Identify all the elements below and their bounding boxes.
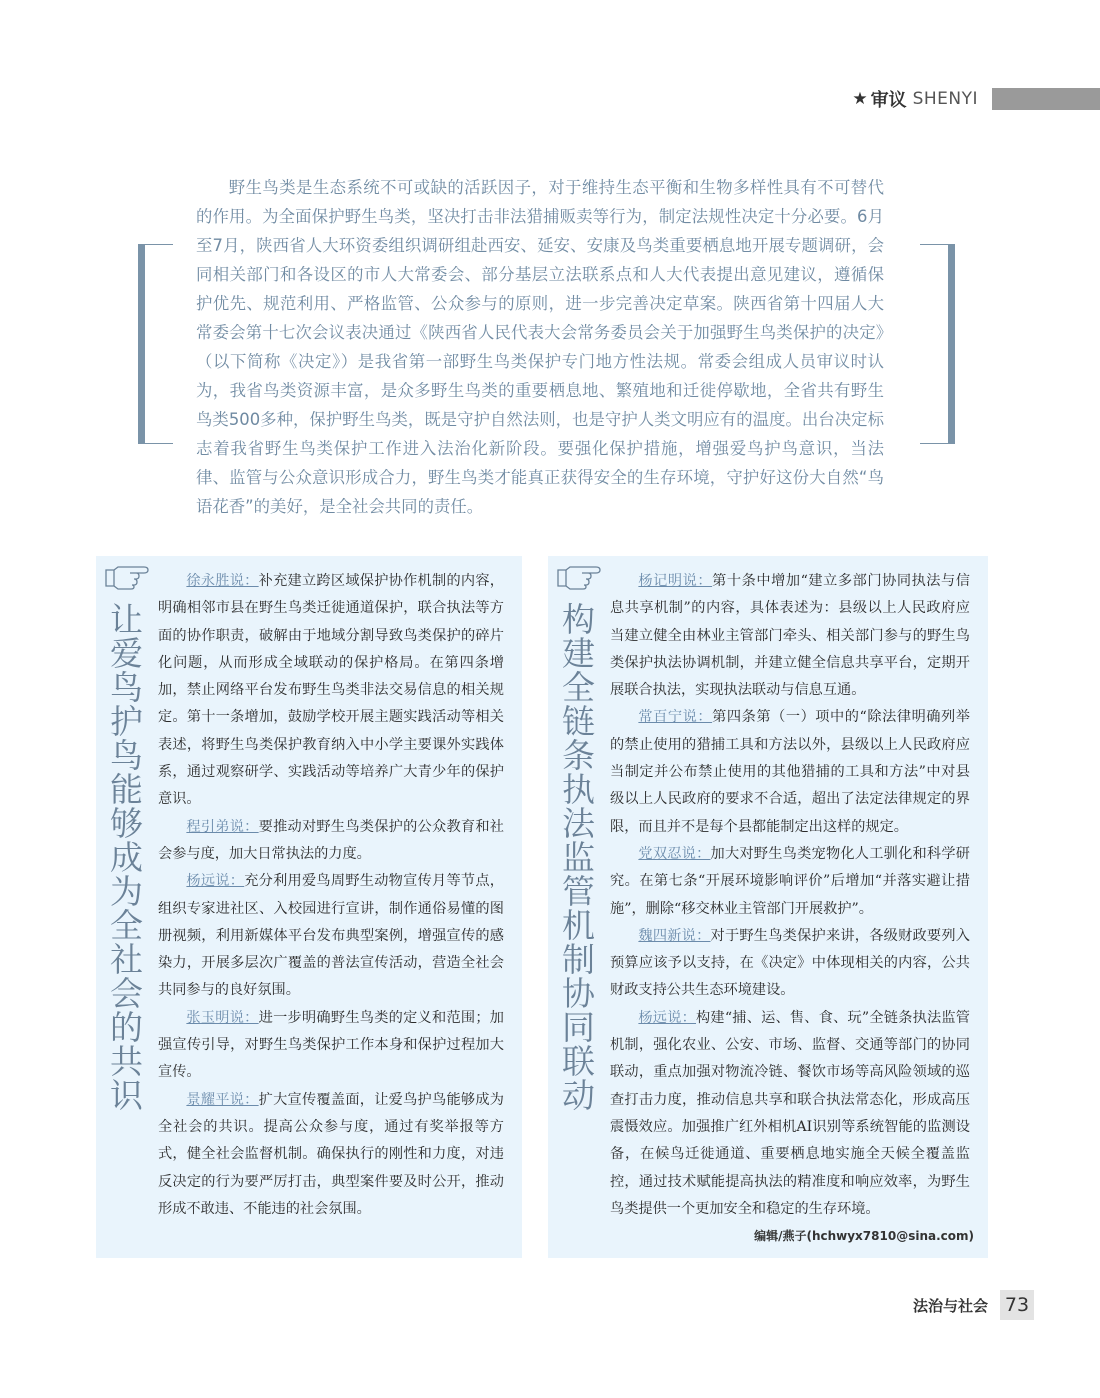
comment-text: 扩大宣传覆盖面，让爱鸟护鸟能够成为全社会的共识。提高公众参与度，通过有奖举报等方式，健全社会监督机制。确保执行的刚性和力度，对违反决定的行为要严厉打击，典型案件要及时公开，推动形成不敢违、不能违的社会氛围。	[158, 1091, 504, 1217]
comment-paragraph	[158, 1087, 504, 1223]
pointing-hand-icon	[556, 564, 602, 590]
comment-text: 充分利用爱鸟周野生动物宣传月等节点，组织专家进社区、入校园进行宣讲，制作通俗易懂的图册视频，利用新媒体平台发布典型案例，增强宣传的感染力，开展多层次广覆盖的普法宣传活动，营造全社会共同参与的良好氛围。	[158, 873, 504, 999]
magazine-name: 法治与社会	[912, 1296, 988, 1315]
speaker-name: 杨远说：	[638, 1009, 697, 1026]
speaker-name: 张玉明说：	[186, 1009, 259, 1026]
left-column-panel	[96, 556, 522, 1258]
right-column-title: 构建全链条执法监管机制协同联动	[557, 602, 596, 1112]
section-header	[852, 88, 1100, 110]
comment-paragraph	[158, 568, 504, 814]
speaker-name: 景耀平说：	[186, 1091, 259, 1108]
comment-text: 要推动对野生鸟类保护的公众教育和社会参与度，加大日常执法的力度。	[158, 818, 504, 862]
right-bracket-decoration	[940, 244, 955, 444]
comment-text: 加大对野生鸟类宠物化人工驯化和科学研究。在第七条“开展环境影响评价”后增加“并落实避让措施”，删除“移交林业主管部门开展救护”。	[610, 845, 970, 917]
comment-text: 对于野生鸟类保护来讲，各级财政要列入预算应该予以支持，在《决定》中体现相关的内容，公共财政支持公共生态环境建设。	[610, 927, 970, 999]
star-icon: ★	[852, 89, 868, 109]
speaker-name: 杨记明说：	[638, 573, 713, 589]
speaker-name: 常百宁说：	[638, 709, 713, 726]
intro-paragraph: 野生鸟类是生态系统不可或缺的活跃因子，对于维持生态平衡和生物多样性具有不可替代的作用。为全面保护野生鸟类，坚决打击非法猎捕贩卖等行为，制定法规性决定十分必要。6月至7月，陕西省人大环资委组织调研组赴西安、延安、安康及鸟类重要栖息地开展专题调研，会同相关部门和各设区的市人大常委会、部分基层立法联系点和人大代表提出意见建议，遵循保护优先、规范利用、严格监管、公众参与的原则，进一步完善决定草案。陕西省第十四届人大常委会第十七次会议表决通过《陕西省人民代表大会常务委员会关于加强野生鸟类保护的决定》（以下简称《决定》）是我省第一部野生鸟类保护专门地方性法规。常委会组成人员审议时认为，我省鸟类资源丰富，是众多野生鸟类的重要栖息地、繁殖地和迁徙停歇地，全省共有野生鸟类500多种，保护野生鸟类，既是守护自然法则，也是守护人类文明应有的温度。出台决定标志着我省野生鸟类保护工作进入法治化新阶段。要强化保护措施，增强爱鸟护鸟意识，当法律、监管与公众意识形成合力，野生鸟类才能真正获得安全的生存环境，守护好这份大自然“鸟语花香”的美好，是全社会共同的责任。	[196, 178, 884, 516]
left-column-title: 让爱鸟护鸟能够成为全社会的共识	[105, 602, 144, 1112]
left-bracket-decoration	[138, 244, 153, 444]
comment-paragraph	[610, 923, 970, 1005]
speaker-name: 魏四新说：	[638, 927, 711, 944]
header-bar	[992, 88, 1100, 110]
comment-paragraph	[158, 1005, 504, 1087]
speaker-name: 杨远说：	[186, 873, 245, 890]
section-title-zh: 审议	[870, 90, 907, 111]
comment-paragraph	[610, 1005, 974, 1244]
editor-credit: 编辑/燕子(hchwyx7810@sina.com)	[754, 1229, 974, 1244]
comment-text: 补充建立跨区域保护协作机制的内容，明确相邻市县在野生鸟类迁徙通道保护，联合执法等方面的协作职责，破解由于地域分割导致鸟类保护的碎片化问题，从而形成全域联动的保护格局。在第四条增加，禁止网络平台发布野生鸟类非法交易信息的相关规定。第十一条增加，鼓励学校开展主题实践活动等相关表述，将野生鸟类保护教育纳入中小学主要课外实践体系，通过观察研学、实践活动等培养广大青少年的保护意识。	[158, 573, 504, 808]
comment-text: 进一步明确野生鸟类的定义和范围；加强宣传引导，对野生鸟类保护工作本身和保护过程加大宣传。	[158, 1009, 504, 1081]
comment-paragraph	[610, 568, 970, 704]
speaker-name: 徐永胜说：	[186, 573, 259, 589]
left-column-body	[158, 568, 504, 1223]
comment-paragraph	[610, 841, 970, 923]
comment-paragraph	[158, 814, 504, 869]
section-title-en: SHENYI	[912, 89, 978, 109]
comment-text: 第十条中增加“建立多部门协同执法与信息共享机制”的内容，具体表述为：县级以上人民政府应当建立健全由林业主管部门牵头、相关部门参与的野生鸟类保护执法协调机制，并建立健全信息共享平台，定期开展联合执法，实现执法联动与信息互通。	[610, 573, 970, 699]
comment-paragraph	[610, 704, 970, 840]
speaker-name: 程引弟说：	[186, 818, 259, 835]
comment-paragraph	[158, 868, 504, 1004]
comment-text: 第四条第（一）项中的“除法律明确列举的禁止使用的猎捕工具和方法以外，县级以上人民政府应当制定并公布禁止使用的其他猎捕的工具和方法”中对县级以上人民政府的要求不合适，超出了法定法律规定的界限，而且并不是每个县都能制定出这样的规定。	[610, 709, 970, 835]
right-column-body	[610, 568, 974, 1250]
right-column-panel	[548, 556, 988, 1258]
page-footer	[913, 1290, 1034, 1320]
page-number: 73	[1000, 1290, 1034, 1320]
pointing-hand-icon	[104, 564, 150, 590]
speaker-name: 党双忍说：	[638, 845, 711, 862]
comment-text: 构建“捕、运、售、食、玩”全链条执法监管机制，强化农业、公安、市场、监督、交通等部门的协同联动，重点加强对物流冷链、餐饮市场等高风险领域的巡查打击力度，推动信息共享和联合执法常态化，形成高压震慑效应。加强推广红外相机AI识别等系统智能的监测设备，在候鸟迁徙通道、重要栖息地实施全天候全覆盖监控，通过技术赋能提高执法的精准度和响应效率，为野生鸟类提供一个更加安全和稳定的生存环境。	[610, 1009, 970, 1217]
